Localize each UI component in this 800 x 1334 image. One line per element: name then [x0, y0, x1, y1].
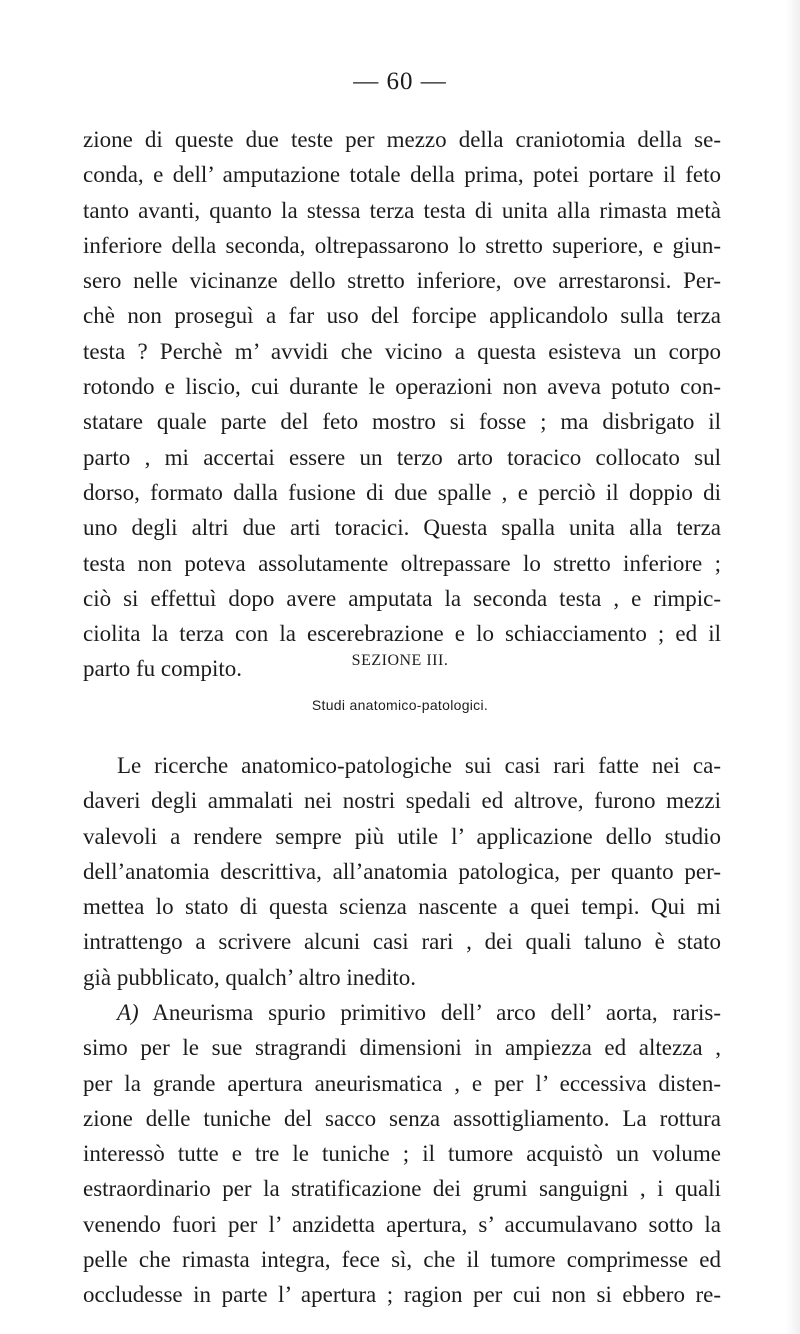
- text-line: per la grande apertura aneurismatica , e per l’ eccessiva disten-: [83, 1070, 721, 1096]
- text-line: testa ? Perchè m’ avvidi che vicino a questa esisteva un corpo: [83, 338, 721, 364]
- paragraph-introduction: [83, 748, 721, 995]
- text-line: Le ricerche anatomico-patologiche sui casi rari fatte nei ca-: [117, 753, 721, 778]
- paragraph-continuation: [83, 122, 721, 687]
- text-line: zione di queste due teste per mezzo della craniotomia della se-: [83, 127, 721, 152]
- text-line: [83, 995, 721, 1030]
- text-line: parto fu compito.: [83, 656, 243, 682]
- case-marker: A): [117, 1000, 139, 1025]
- text-line-content: Aneurisma spurio primitivo dell’ arco dell’ aorta, raris-: [138, 1000, 721, 1025]
- text-line: ciò si effettuì dopo avere amputata la seconda testa , e rimpic-: [83, 585, 721, 611]
- text-line: ciolita la terza con la escerebrazione e lo schiacciamento ; ed il: [83, 621, 721, 647]
- text-line: mettea lo stato di questa scienza nascente a quei tempi. Qui mi: [83, 894, 721, 920]
- text-line: valevoli a rendere sempre più utile l’ applicazione dello studio: [83, 823, 721, 849]
- text-line: conda, e dell’ amputazione totale della prima, potei portare il feto: [83, 162, 721, 188]
- text-line: sero nelle vicinanze dello stretto inferiore, ove arrestaronsi. Per-: [83, 268, 721, 294]
- text-line: dorso, formato dalla fusione di due spalle , e perciò il doppio di: [83, 479, 721, 505]
- text-line: interessò tutte e tre le tuniche ; il tumore acquistò un volume: [83, 1141, 721, 1167]
- text-line: venendo fuori per l’ anzidetta apertura, s’ accumulavano sotto la: [83, 1211, 721, 1237]
- text-line: occludesse in parte l’ apertura ; ragion per cui non si ebbero re-: [83, 1282, 721, 1308]
- text-line: intrattengo a scrivere alcuni casi rari , dei quali taluno è stato: [83, 929, 721, 955]
- text-line: dell’anatomia descrittiva, all’anatomia patologica, per quanto per-: [83, 858, 721, 884]
- text-line: simo per le sue stragrandi dimensioni in ampiezza ed altezza ,: [83, 1035, 721, 1061]
- section-subtitle: Studi anatomico-patologici.: [311, 697, 489, 713]
- text-line: testa non poteva assolutamente oltrepassare lo stretto inferiore ;: [83, 550, 721, 576]
- section-heading: SEZIONE III.: [351, 652, 449, 669]
- text-line: daveri degli ammalati nei nostri spedali ed altrove, furono mezzi: [83, 788, 721, 814]
- text-line: tanto avanti, quanto la stessa terza testa di unita alla rimasta metà: [83, 197, 721, 223]
- text-line: statare quale parte del feto mostro si fosse ; ma disbrigato il: [83, 409, 721, 435]
- text-line: chè non proseguì a far uso del forcipe applicandolo sulla terza: [83, 303, 721, 329]
- text-line: rotondo e liscio, cui durante le operazioni non aveva potuto con-: [83, 374, 721, 400]
- text-line: zione delle tuniche del sacco senza assottigliamento. La rottura: [83, 1105, 721, 1131]
- text-line: già pubblicato, qualch’ altro inedito.: [83, 964, 416, 990]
- page-number: — 60 —: [353, 68, 447, 95]
- paragraph-case-a: [83, 995, 721, 1313]
- page-edge-shadow: [786, 0, 800, 1334]
- text-line: inferiore della seconda, oltrepassarono lo stretto superiore, e giun-: [83, 232, 721, 258]
- text-line: pelle che rimasta integra, fece sì, che il tumore comprimesse ed: [83, 1247, 721, 1273]
- text-line: estraordinario per la stratificazione dei grumi sanguigni , i quali: [83, 1176, 721, 1202]
- text-line: parto , mi accertai essere un terzo arto toracico collocato sul: [83, 444, 721, 470]
- text-line: uno degli altri due arti toracici. Questa spalla unita alla terza: [83, 515, 721, 541]
